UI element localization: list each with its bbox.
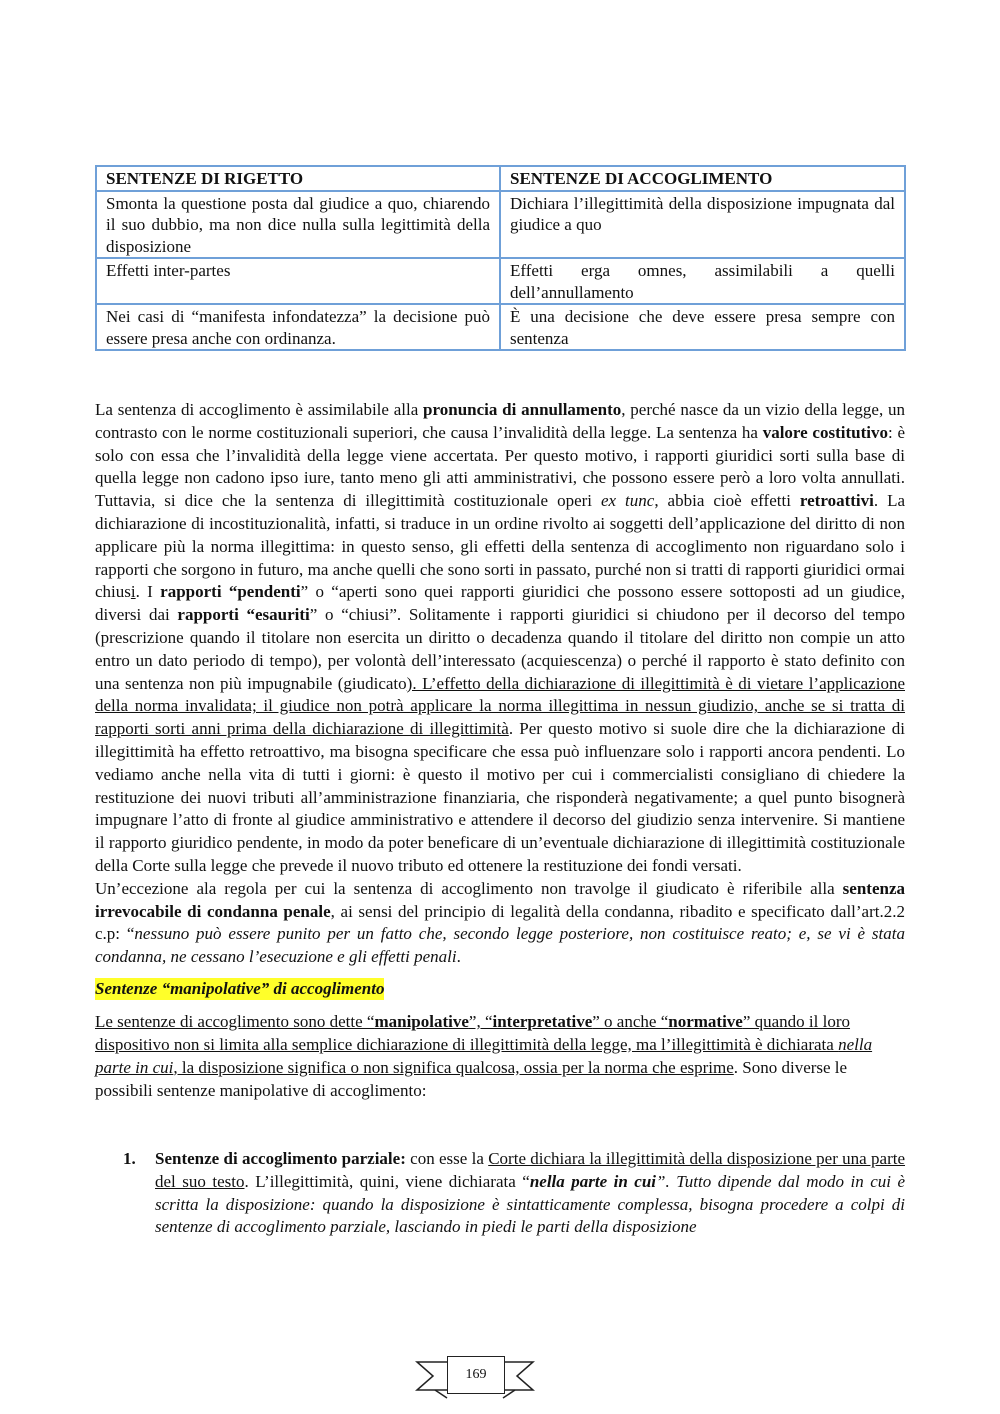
intro-paragraph: Le sentenze di accoglimento sono dette “manipolative”, “interpretative” o anche “normative” quando il loro dispositivo non si limita alla semplice dichiarazione di illegittimità della legge, ma l’illegittimità è dichiarata nella parte in cui, la disposizione significa o non significa qualcosa, ossia per la norma che esprime. Sono diverse le possibili sentenze manipolative di accoglimento: xyxy=(95,1011,873,1100)
section-heading: Sentenze “manipolative” di accoglimento xyxy=(95,978,385,998)
list-number: 1. xyxy=(123,1148,136,1168)
comparison-table xyxy=(95,165,906,351)
manipulative-types-list xyxy=(95,1148,905,1239)
list-item: 1. Sentenze di accoglimento parziale: con esse la Corte dichiara la illegittimità della disposizione per una parte del suo testo. L’illegittimità, quini, viene dichiarata “nella parte in cui”. Tutto dipende dal modo in cui è scritta la disposizione: quando la disposizione è sintatticamente complessa, bisogna procedere a colpi di sentenze di accoglimento parziale, lasciando in piedi le parti della disposizione xyxy=(123,1148,906,1237)
table-cell: Effetti inter-partes xyxy=(96,258,500,304)
table-row xyxy=(96,191,905,259)
table-row xyxy=(96,304,905,350)
table-cell: Dichiara l’illegittimità della disposizione impugnata dal giudice a quo xyxy=(500,191,905,259)
table-header-row xyxy=(96,166,905,191)
quoted-article: nessuno può essere punito per un fatto che, secondo legge posteriore, non costituisce reato; e, se vi è stata condanna, ne cessano l’esecuzione e gli effetti penali xyxy=(95,924,905,967)
page-content xyxy=(95,165,905,1239)
page-footer xyxy=(415,1356,535,1402)
table-row xyxy=(96,258,905,304)
paragraph: Un’eccezione ala regola per cui la sentenza di accoglimento non travolge il giudicato è riferibile alla sentenza irrevocabile di condanna penale, ai sensi del principio di legalità della condanna, ribadito e specificato dall’art.2.2 c.p: “nessuno può essere punito per un fatto che, secondo legge posteriore, non costituisce reato; e, se vi è stata condanna, ne cessano l’esecuzione e gli effetti penali. xyxy=(95,878,905,967)
table-header-cell: SENTENZE DI RIGETTO xyxy=(96,166,500,191)
table-header-cell: SENTENZE DI ACCOGLIMENTO xyxy=(500,166,905,191)
table-cell: È una decisione che deve essere presa sempre con sentenza xyxy=(500,304,905,350)
table-cell: Nei casi di “manifesta infondatezza” la decisione può essere presa anche con ordinanza. xyxy=(96,304,500,350)
underlined-statement: ). L’effetto della dichiarazione di illegittimità è di vietare l’applicazione della norma invalidata; il giudice non potrà applicare la norma illegittima in nessun giudizio, anche se si tratta di rapporti sorti anni prima della dichiarazione di illegittimità xyxy=(95,673,905,739)
table-cell: Effetti erga omnes, assimilabili a quelli dell’annullamento xyxy=(500,258,905,304)
table-cell: Smonta la questione posta dal giudice a quo, chiarendo il suo dubbio, ma non dice nulla sulla legittimità della disposizione xyxy=(96,191,500,259)
body-text xyxy=(95,399,905,969)
page-number: 169 xyxy=(447,1356,505,1394)
paragraph: La sentenza di accoglimento è assimilabile alla pronuncia di annullamento, perché nasce da un vizio della legge, un contrasto con le norme costituzionali superiori, che causa l’invalidità della legge. La sentenza ha valore costitutivo: è solo con essa che l’invalidità della legge viene accertata. Per questo motivo, i rapporti giuridici sorti sulla base di quella legge non cadono ipso iure, tanto meno gli atti amministrativi, che possono essere però a loro volta annullati. Tuttavia, si dice che la sentenza di illegittimità costituzionale operi ex tunc, abbia cioè effetti retroattivi. La dichiarazione di incostituzionalità, infatti, si traduce in un ordine rivolto ai soggetti dell’applicazione del diritto di non applicare più la norma illegittima: in questo senso, gli effetti della sentenza di accoglimento non riguardano solo i rapporti che sorgono in futuro, ma anche quelli che sono sorti in passato, purché non si tratti di rapporti giuridici ormai chiusi. I rapporti “pendenti” o “aperti sono quei rapporti giuridici che possono essere sottoposti ad un giudice, diversi dai rapporti “esauriti” o “chiusi”. Solitamente i rapporti giuridici si chiudono per il decorso del tempo (prescrizione quando il titolare non esercita un diritto o decadenza quando il titolare del diritto non compie un atto entro un dato periodo di tempo), per volontà dell’interessato (acquiescenza) o perché il rapporto è stato definito con una sentenza non più impugnabile (giudicato). L’effetto della dichiarazione di illegittimità è di vietare l’applicazione della norma invalidata; il giudice non potrà applicare la norma illegittima in nessun giudizio, anche se si tratta di rapporti sorti anni prima della dichiarazione di illegittimità. Per questo motivo si suole dire che la dichiarazione di illegittimità ha effetto retroattivo, ma bisogna specificare che essa può influenzare solo i rapporti ancora pendenti. Lo vediamo anche nella vita di tutti i giorni: è questo il motivo per cui i commercialisti consigliano di chiedere la restituzione dei nuovi tributi all’amministrazione finanziaria, che risponderà negativamente; a quel punto bisognerà impugnare l’atto di fronte al giudice amministrativo e attendere il decorso del giudizio senza intervenire. Si mantiene il rapporto giuridico pendente, in modo da poter beneficare di un’eventuale dichiarazione di illegittimità costituzionale della Corte sulla legge che prevede il nuovo tributo ed ottenere la restituzione dei fondi versati. xyxy=(95,400,905,875)
